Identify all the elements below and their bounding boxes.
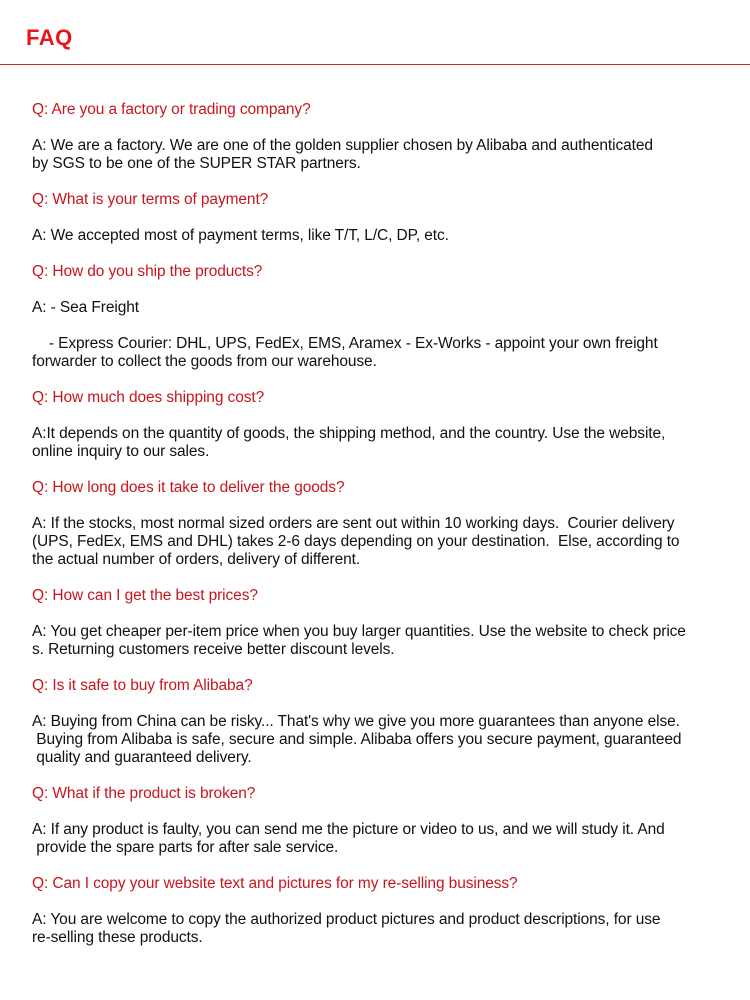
faq-answer-line: the actual number of orders, delivery of different.	[32, 551, 361, 568]
faq-answer-line: A: Buying from China can be risky... That's why we give you more guarantees than anyone else.	[32, 713, 680, 730]
faq-answer-line: - Express Courier: DHL, UPS, FedEx, EMS, Aramex - Ex-Works - appoint your own freight	[32, 335, 658, 352]
faq-answer-line: A: You get cheaper per-item price when you buy larger quantities. Use the website to check price	[32, 623, 686, 640]
faq-answer-line: quality and guaranteed delivery.	[32, 749, 252, 766]
page-title: FAQ	[26, 25, 73, 50]
faq-answer-line: re-selling these products.	[32, 929, 203, 946]
faq-question: Q: Are you a factory or trading company?	[32, 101, 311, 118]
header-divider	[0, 64, 750, 65]
faq-answer-line: forwarder to collect the goods from our warehouse.	[32, 353, 377, 370]
faq-question: Q: What if the product is broken?	[32, 785, 256, 802]
faq-answer-line: Buying from Alibaba is safe, secure and simple. Alibaba offers you secure payment, guaranteed	[32, 731, 682, 748]
faq-question: Q: How can I get the best prices?	[32, 587, 258, 604]
faq-list	[32, 101, 747, 947]
faq-answer-line: (UPS, FedEx, EMS and DHL) takes 2-6 days depending on your destination. Else, according to	[32, 533, 680, 550]
faq-question: Q: How do you ship the products?	[32, 263, 263, 280]
faq-answer-line: A:It depends on the quantity of goods, the shipping method, and the country. Use the website,	[32, 425, 666, 442]
faq-answer-line: A: We accepted most of payment terms, like T/T, L/C, DP, etc.	[32, 227, 449, 244]
faq-answer-line: s. Returning customers receive better discount levels.	[32, 641, 395, 658]
faq-answer-line: A: We are a factory. We are one of the golden supplier chosen by Alibaba and authenticated	[32, 137, 653, 154]
faq-header	[0, 0, 750, 66]
faq-answer-line: online inquiry to our sales.	[32, 443, 210, 460]
faq-answer-line: A: If the stocks, most normal sized orders are sent out within 10 working days. Courier delivery	[32, 515, 675, 532]
faq-answer-line: A: - Sea Freight	[32, 299, 139, 316]
faq-question: Q: What is your terms of payment?	[32, 191, 269, 208]
faq-answer-line: by SGS to be one of the SUPER STAR partners.	[32, 155, 361, 172]
faq-answer-line: A: If any product is faulty, you can send me the picture or video to us, and we will study it. And	[32, 821, 665, 838]
faq-question: Q: How long does it take to deliver the goods?	[32, 479, 345, 496]
faq-question: Q: Can I copy your website text and pictures for my re-selling business?	[32, 875, 518, 892]
faq-question: Q: Is it safe to buy from Alibaba?	[32, 677, 253, 694]
faq-answer-line: A: You are welcome to copy the authorized product pictures and product descriptions, for use	[32, 911, 661, 928]
faq-answer-line: provide the spare parts for after sale service.	[32, 839, 339, 856]
faq-question: Q: How much does shipping cost?	[32, 389, 265, 406]
